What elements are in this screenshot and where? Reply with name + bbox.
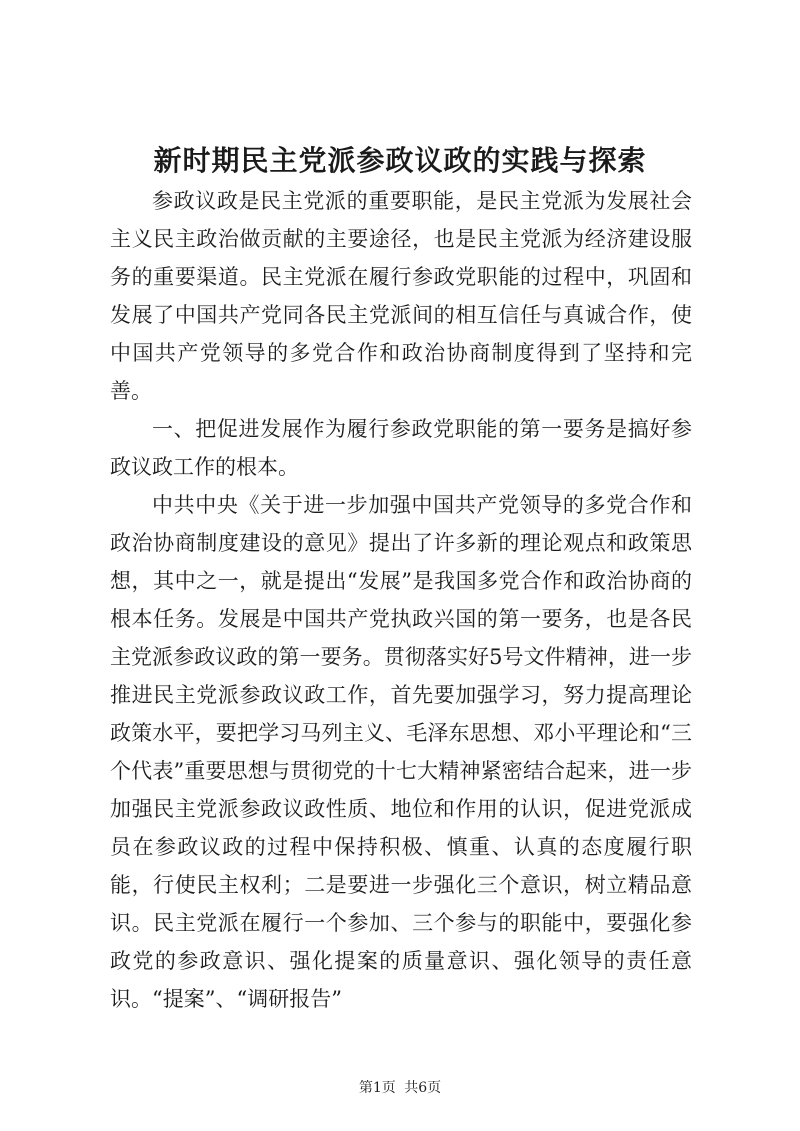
page-number: 第1页 [358,1080,396,1096]
page-footer [0,1078,800,1098]
page-total: 共6页 [404,1080,442,1096]
paragraph-heading-one: 一、把促进发展作为履行参政党职能的第一要务是搞好参政议政工作的根本。 [110,417,692,479]
paragraph-body: 中共中央《关于进一步加强中国共产党领导的多党合作和政治协商制度建设的意见》提出了许多新的理论观点和政策思想，其中之一，就是提出“发展”是我国多党合作和政治协商的根本任务。发展是中国共产党执政兴国的第一要务，也是各民主党派参政议政的第一要务。贯彻落实好5号文件精神，进一步推进民主党派参政议政工作，首先要加强学习，努力提高理论政策水平，要把学习马列主义、毛泽东思想、邓小平理论和“三个代表”重要思想与贯彻党的十七大精神紧密结合起来，进一步加强民主党派参政议政性质、地位和作用的认识，促进党派成员在参政议政的过程中保持积极、慎重、认真的态度履行职能，行使民主权利；二是要进一步强化三个意识，树立精品意识。民主党派在履行一个参加、三个参与的职能中，要强化参政党的参政意识、强化提案的质量意识、强化领导的责任意识。“提案”、“调研报告” [110,493,692,1011]
paragraph-intro: 参政议政是民主党派的重要职能，是民主党派为发展社会主义民主政治做贡献的主要途径，也是民主党派为经济建设服务的重要渠道。民主党派在履行参政党职能的过程中，巩固和发展了中国共产党同各民主党派间的相互信任与真诚合作，使中国共产党领导的多党合作和政治协商制度得到了坚持和完善。 [110,189,692,403]
document-body [110,182,692,1018]
document-title: 新时期民主党派参政议政的实践与探索 [153,144,647,177]
